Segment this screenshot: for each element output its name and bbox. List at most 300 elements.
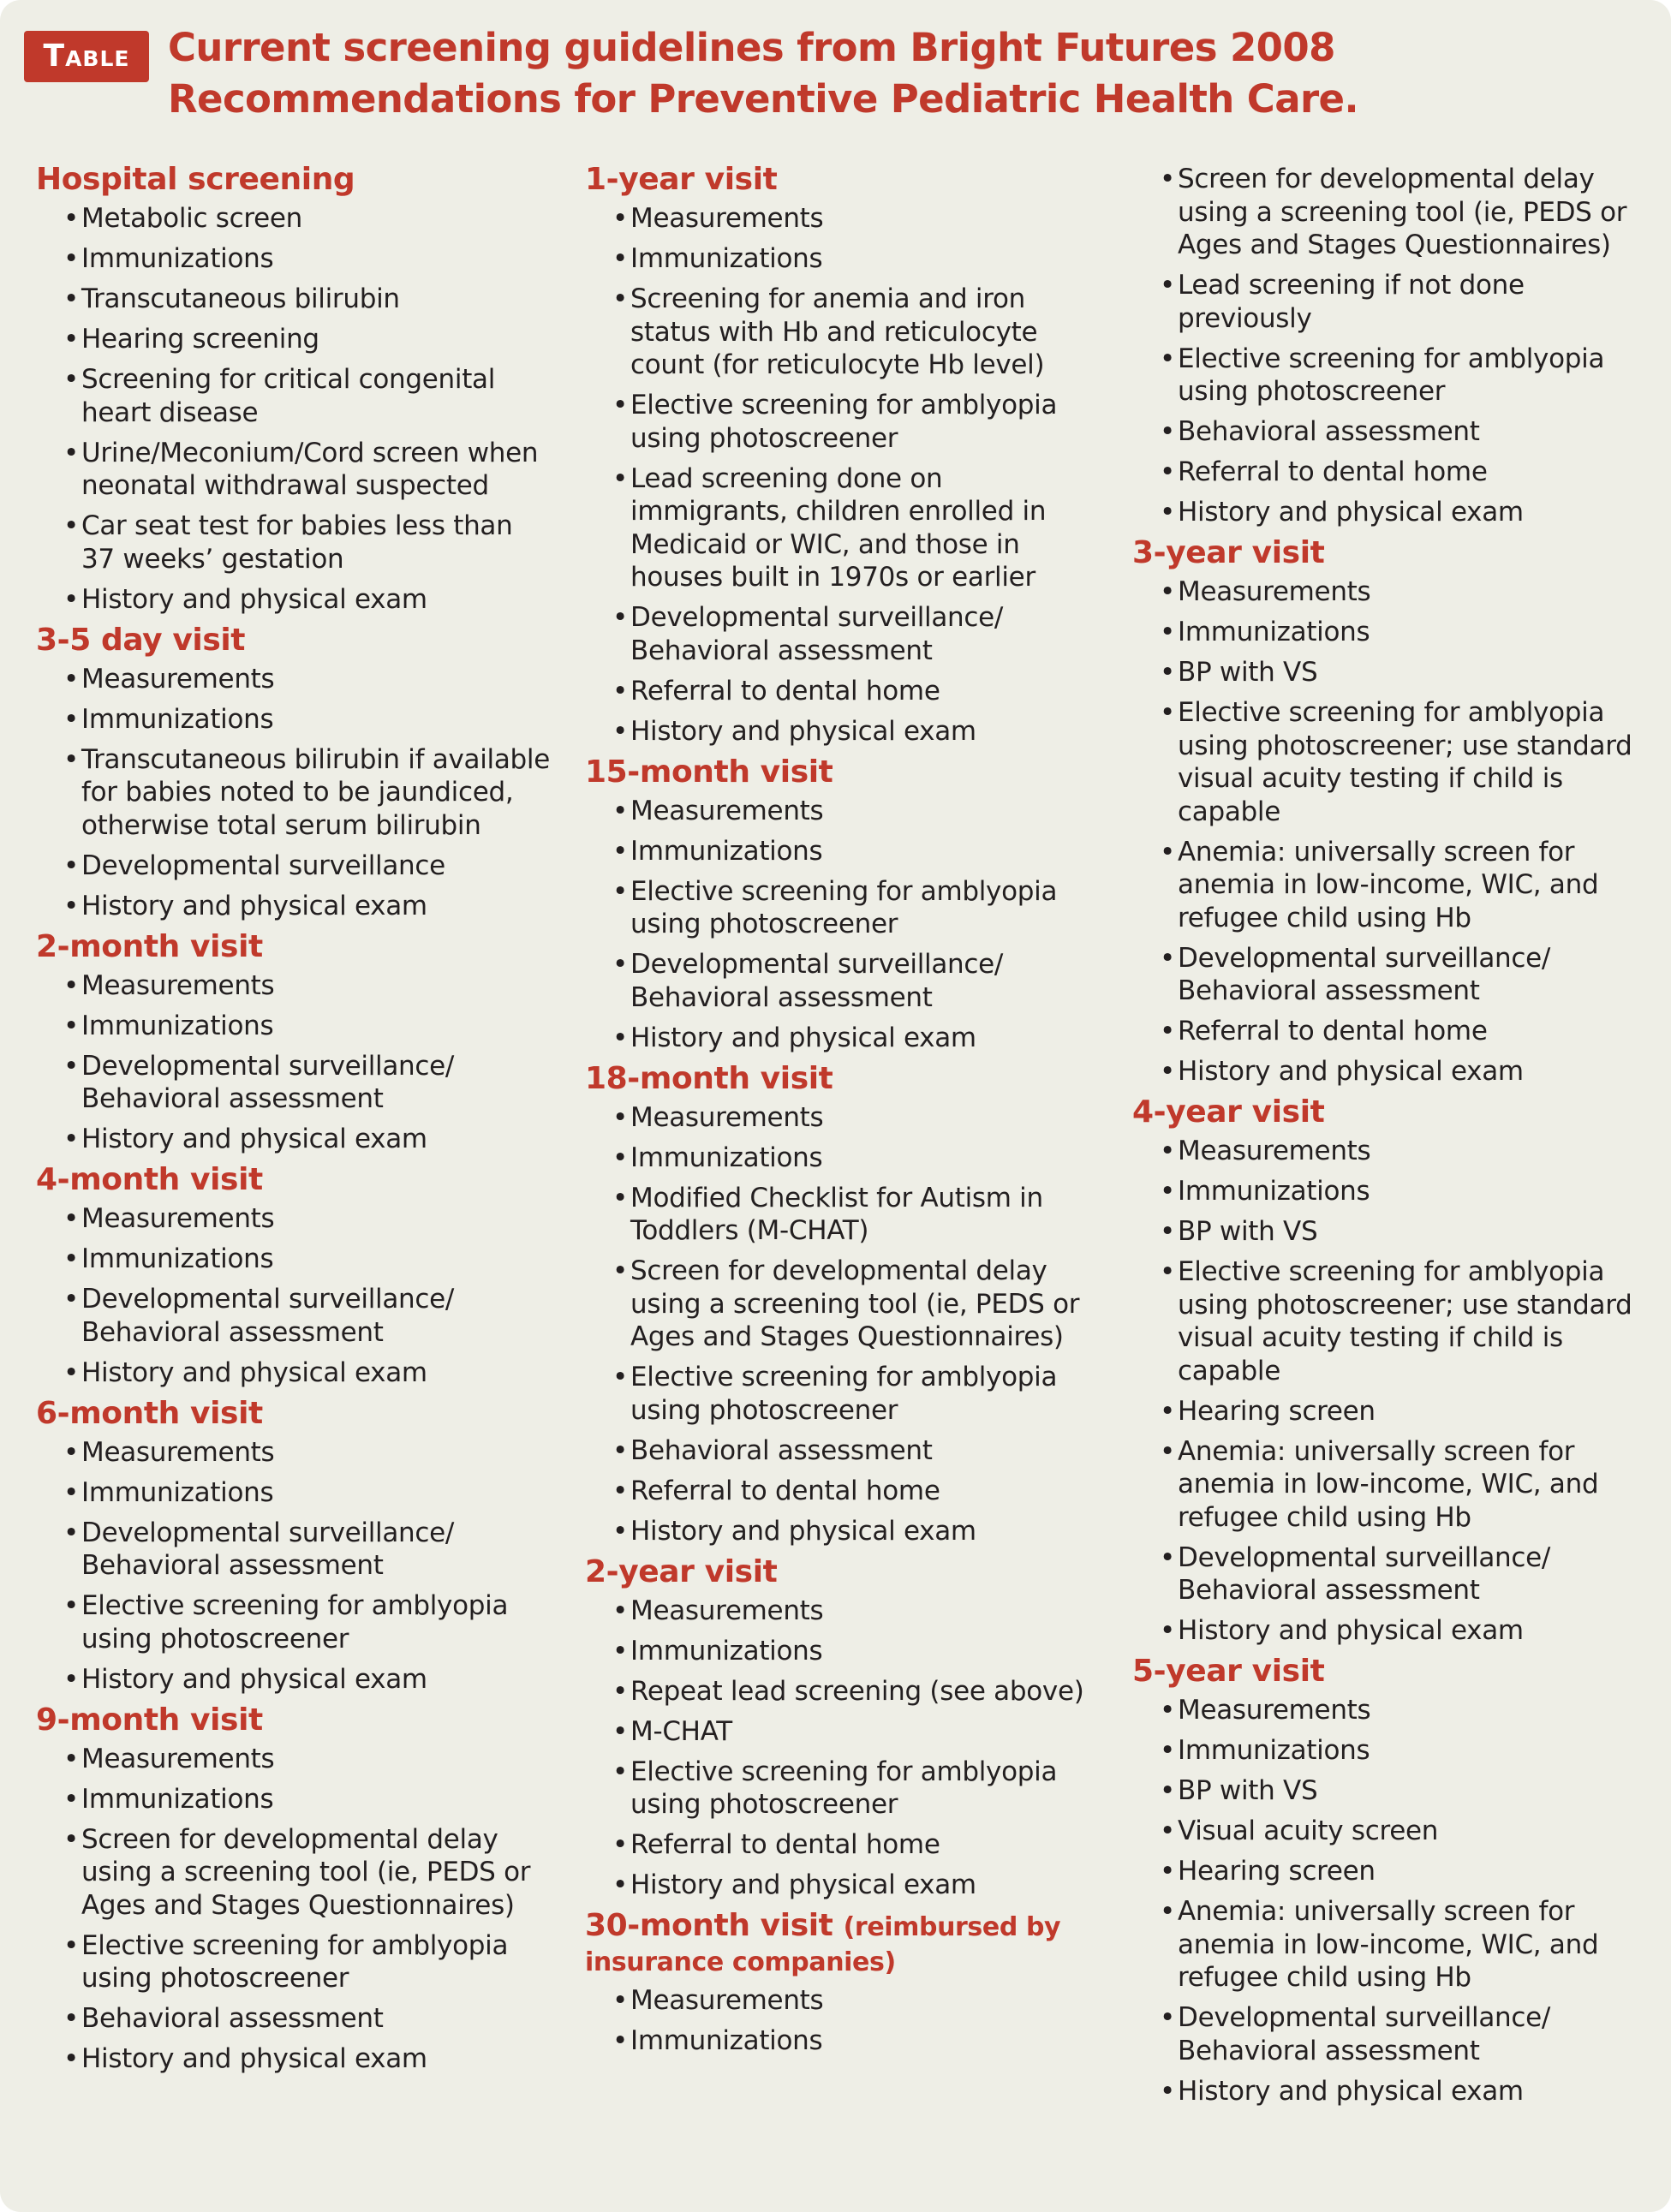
screening-item <box>1132 696 1655 828</box>
bullet-icon: • <box>1160 497 1175 528</box>
screening-item <box>585 1361 1099 1427</box>
screening-item <box>36 1783 550 1816</box>
section-title <box>585 1062 1099 1096</box>
screening-item <box>1132 1541 1655 1607</box>
visit-section <box>1132 1655 1655 2108</box>
bullet-icon: • <box>612 1715 628 1747</box>
screening-item-text: Referral to dental home <box>630 1475 940 1506</box>
screening-item-text: History and physical exam <box>81 583 427 615</box>
section-title <box>585 755 1099 790</box>
bullet-icon: • <box>1160 270 1175 301</box>
screening-item-text: Measurements <box>630 1101 824 1133</box>
bullet-icon: • <box>612 835 628 867</box>
screening-item <box>1132 163 1655 262</box>
bullet-icon: • <box>1160 657 1175 688</box>
screening-item <box>36 1202 550 1236</box>
screening-list <box>1132 575 1655 1088</box>
screening-item <box>1132 1135 1655 1168</box>
screening-item-text: Visual acuity screen <box>1178 1816 1439 1846</box>
visit-section <box>36 163 550 616</box>
visit-section <box>585 1555 1099 1902</box>
screening-item <box>1132 1395 1655 1428</box>
screening-item <box>1132 1015 1655 1048</box>
visit-section <box>36 930 550 1156</box>
screening-item <box>36 1663 550 1696</box>
screening-item <box>585 1142 1099 1175</box>
screening-item <box>585 601 1099 667</box>
screening-item <box>1132 1734 1655 1768</box>
bullet-icon: • <box>63 2043 79 2074</box>
screening-item-text: Immunizations <box>81 703 274 735</box>
bullet-icon: • <box>63 663 79 695</box>
screening-item-text: History and physical exam <box>81 1663 427 1695</box>
screening-item-text: Immunizations <box>630 2025 823 2056</box>
section-title-text: 18-month visit <box>585 1060 833 1096</box>
bullet-icon: • <box>612 1182 628 1213</box>
section-title <box>1132 1095 1655 1130</box>
screening-item <box>36 1929 550 1995</box>
screening-item-text: Immunizations <box>81 243 274 274</box>
screening-list <box>585 202 1099 748</box>
screening-item-text: Immunizations <box>81 1476 274 1508</box>
screening-item <box>36 703 550 736</box>
screening-item-text: Elective screening for amblyopia using photoscreener <box>630 1362 1058 1426</box>
screening-list <box>36 1436 550 1696</box>
screening-item <box>585 1635 1099 1668</box>
screening-item <box>585 1756 1099 1821</box>
screening-item <box>585 1869 1099 1902</box>
screening-item <box>36 969 550 1003</box>
section-title-text: 3-year visit <box>1132 535 1325 570</box>
screening-item-text: History and physical exam <box>630 1515 976 1547</box>
table-title: Current screening guidelines from Bright Futures 2008 Recommendations for Preventive Pediatric Health Care. <box>168 25 1358 122</box>
visit-section <box>585 1062 1099 1548</box>
bullet-icon: • <box>63 1010 79 1041</box>
screening-item-text: Screen for developmental delay using a screening tool (ie, PEDS or Ages and Stages Questionnaires) <box>1178 164 1627 260</box>
screening-item <box>1132 1255 1655 1387</box>
section-title <box>36 1397 550 1431</box>
bullet-icon: • <box>612 390 628 420</box>
section-title-text: 4-month visit <box>36 1162 263 1197</box>
screening-item <box>36 283 550 316</box>
screening-item-text: Immunizations <box>630 1635 823 1666</box>
screening-item <box>1132 575 1655 609</box>
bullet-icon: • <box>1160 1735 1175 1766</box>
bullet-icon: • <box>612 2025 628 2056</box>
bullet-icon: • <box>612 715 628 747</box>
section-title <box>1132 536 1655 570</box>
screening-item <box>36 437 550 503</box>
bullet-icon: • <box>63 850 79 881</box>
screening-item-text: Measurements <box>81 1203 275 1234</box>
screening-item-text: Immunizations <box>1178 1735 1370 1766</box>
screening-item <box>1132 1815 1655 1848</box>
screening-item-text: Elective screening for amblyopia using photoscreener <box>630 875 1058 939</box>
screening-item <box>1132 1694 1655 1727</box>
screening-item <box>1132 2075 1655 2108</box>
bullet-icon: • <box>612 1869 628 1900</box>
screening-item <box>1132 415 1655 449</box>
screening-item <box>1132 269 1655 335</box>
screening-item-text: Developmental surveillance/ Behavioral assessment <box>630 949 1004 1013</box>
bullet-icon: • <box>612 1829 628 1860</box>
screening-item <box>36 1823 550 1923</box>
screening-item <box>585 202 1099 236</box>
screening-item-text: History and physical exam <box>81 1124 427 1154</box>
bullet-icon: • <box>63 583 79 615</box>
screening-list <box>36 1202 550 1389</box>
screening-item-text: Measurements <box>1178 1136 1371 1166</box>
screening-item <box>585 675 1099 708</box>
bullet-icon: • <box>612 949 628 980</box>
screening-item <box>1132 1435 1655 1535</box>
bullet-icon: • <box>1160 416 1175 447</box>
screening-item-text: Anemia: universally screen for anemia in low-income, WIC, and refugee child using Hb <box>1178 1896 1599 1993</box>
screening-item-text: History and physical exam <box>81 890 427 921</box>
screening-item <box>1132 456 1655 489</box>
screening-item <box>585 389 1099 455</box>
screening-item-text: Lead screening done on immigrants, children enrolled in Medicaid or WIC, and those in houses built in 1970s or earlier <box>630 462 1047 593</box>
screening-item-text: Immunizations <box>630 835 823 867</box>
bullet-icon: • <box>612 1142 628 1173</box>
screening-item <box>585 1984 1099 2018</box>
bullet-icon: • <box>63 437 79 468</box>
screening-item <box>1132 1614 1655 1648</box>
bullet-icon: • <box>1160 1775 1175 1806</box>
screening-item <box>36 1589 550 1655</box>
bullet-icon: • <box>1160 1136 1175 1166</box>
bullet-icon: • <box>612 675 628 707</box>
screening-item <box>36 1283 550 1349</box>
screening-item-text: Measurements <box>81 663 275 695</box>
screening-item <box>36 510 550 575</box>
screening-item-text: Developmental surveillance/ Behavioral assessment <box>1178 1541 1551 1606</box>
bullet-icon: • <box>612 243 628 274</box>
screening-item-text: Metabolic screen <box>81 203 302 234</box>
screening-item-text: Behavioral assessment <box>81 2003 384 2034</box>
screening-item-text: History and physical exam <box>630 1022 976 1053</box>
bullet-icon: • <box>63 283 79 314</box>
bullet-icon: • <box>63 203 79 234</box>
screening-item <box>36 1123 550 1156</box>
visit-section <box>585 1909 1099 2058</box>
section-title-text: 9-month visit <box>36 1702 263 1738</box>
bullet-icon: • <box>612 1362 628 1392</box>
screening-item-text: Developmental surveillance/ Behavioral assessment <box>630 602 1004 666</box>
section-title <box>36 623 550 658</box>
screening-list <box>36 663 550 923</box>
screening-item <box>1132 1855 1655 1888</box>
screening-item <box>585 1475 1099 1508</box>
screening-item-text: Immunizations <box>81 1783 274 1815</box>
screening-item <box>36 663 550 696</box>
screening-item <box>36 2002 550 2036</box>
screening-item-text: Immunizations <box>81 1243 274 1274</box>
screening-item <box>1132 1895 1655 1994</box>
screening-item <box>585 283 1099 382</box>
screening-item-text: Hearing screening <box>81 324 319 355</box>
bullet-icon: • <box>63 1356 79 1388</box>
screening-list <box>36 202 550 616</box>
section-title-text: 30-month visit <box>585 1908 833 1943</box>
visit-section <box>36 1703 550 2076</box>
screening-item-text: Measurements <box>81 1743 275 1774</box>
screening-item-text: Immunizations <box>1178 1176 1370 1207</box>
table-badge: Table <box>24 31 149 82</box>
bullet-icon: • <box>612 1675 628 1707</box>
screening-item-text: Measurements <box>1178 576 1371 607</box>
section-title <box>585 1555 1099 1589</box>
bullet-icon: • <box>612 1434 628 1466</box>
screening-item-text: Screening for anemia and iron status with Hb and reticulocyte count (for reticulocyte Hb level) <box>630 283 1045 380</box>
bullet-icon: • <box>1160 1016 1175 1046</box>
bullet-icon: • <box>1160 1695 1175 1726</box>
bullet-icon: • <box>63 969 79 1001</box>
bullet-icon: • <box>1160 1896 1175 1927</box>
bullet-icon: • <box>1160 1856 1175 1887</box>
bullet-icon: • <box>63 324 79 355</box>
bullet-icon: • <box>63 243 79 274</box>
section-title <box>1132 1655 1655 1689</box>
visit-section <box>585 755 1099 1055</box>
screening-item-text: Elective screening for amblyopia using photoscreener <box>630 390 1058 454</box>
screening-item <box>36 202 550 236</box>
section-title <box>585 1909 1099 1979</box>
section-title-text: 2-year visit <box>585 1553 778 1589</box>
bullet-icon: • <box>1160 1395 1175 1427</box>
screening-item-text: Elective screening for amblyopia using photoscreener <box>81 1929 509 1994</box>
screening-item-text: Immunizations <box>630 1142 823 1173</box>
bullet-icon: • <box>1160 697 1175 728</box>
bullet-icon: • <box>63 1050 79 1082</box>
screening-item-text: Elective screening for amblyopia using photoscreener; use standard visual acuity testing if child is capable <box>1178 1256 1632 1386</box>
bullet-icon: • <box>612 1101 628 1133</box>
screening-item <box>585 1434 1099 1468</box>
screening-item <box>36 890 550 923</box>
bullet-icon: • <box>1160 456 1175 487</box>
bullet-icon: • <box>1160 1216 1175 1247</box>
screening-item <box>585 948 1099 1014</box>
bullet-icon: • <box>63 1284 79 1315</box>
bullet-icon: • <box>1160 1435 1175 1467</box>
bullet-icon: • <box>612 203 628 234</box>
bullet-icon: • <box>612 1022 628 1053</box>
screening-item <box>36 850 550 883</box>
screening-item <box>36 1436 550 1470</box>
screening-item-text: Referral to dental home <box>1178 1016 1488 1046</box>
screening-item <box>1132 836 1655 935</box>
screening-item <box>1132 1215 1655 1249</box>
screening-item <box>585 1255 1099 1354</box>
bullet-icon: • <box>612 462 628 494</box>
screening-list <box>1132 1694 1655 2108</box>
screening-item-text: Immunizations <box>81 1010 274 1041</box>
screening-item <box>36 2042 550 2076</box>
bullet-icon: • <box>1160 164 1175 194</box>
visit-section <box>36 623 550 923</box>
screening-item <box>36 1010 550 1043</box>
screening-item-text: History and physical exam <box>1178 497 1524 528</box>
screening-item-text: Measurements <box>630 795 824 826</box>
screening-item-text: History and physical exam <box>81 2043 427 2074</box>
bullet-icon: • <box>63 1436 79 1468</box>
bullet-icon: • <box>63 890 79 921</box>
bullet-icon: • <box>1160 1816 1175 1846</box>
section-title-text: 5-year visit <box>1132 1654 1325 1689</box>
screening-item-text: History and physical exam <box>1178 1056 1524 1087</box>
screening-item-text: Modified Checklist for Autism in Toddlers (M-CHAT) <box>630 1182 1043 1246</box>
column-2 <box>585 163 1099 2065</box>
screening-item <box>36 1476 550 1510</box>
screening-item <box>36 242 550 276</box>
screening-item-text: Elective screening for amblyopia using photoscreener <box>1178 343 1605 407</box>
bullet-icon: • <box>612 1756 628 1787</box>
bullet-icon: • <box>63 510 79 541</box>
section-title-text: 4-year visit <box>1132 1094 1325 1130</box>
screening-item-text: Hearing screen <box>1178 1856 1376 1887</box>
screening-item <box>585 875 1099 941</box>
bullet-icon: • <box>1160 1615 1175 1646</box>
bullet-icon: • <box>612 602 628 633</box>
screening-item <box>1132 1175 1655 1208</box>
bullet-icon: • <box>63 1929 79 1961</box>
screening-item <box>36 1050 550 1116</box>
bullet-icon: • <box>63 1663 79 1695</box>
screening-item-text: Measurements <box>1178 1695 1371 1726</box>
visit-section-continued <box>1132 163 1655 529</box>
bullet-icon: • <box>63 364 79 395</box>
bullet-icon: • <box>612 1635 628 1666</box>
bullet-icon: • <box>612 1985 628 2016</box>
bullet-icon: • <box>63 1783 79 1815</box>
screening-item-text: Transcutaneous bilirubin if available for babies noted to be jaundiced, otherwise total serum bilirubin <box>81 743 551 841</box>
screening-item <box>36 1243 550 1276</box>
screening-item-text: Lead screening if not done previously <box>1178 270 1525 334</box>
screening-item-text: Elective screening for amblyopia using photoscreener; use standard visual acuity testing if child is capable <box>1178 697 1632 827</box>
bullet-icon: • <box>1160 2075 1175 2107</box>
screening-item-text: Car seat test for babies less than 37 weeks’ gestation <box>81 510 513 575</box>
screening-item-text: Screen for developmental delay using a screening tool (ie, PEDS or Ages and Stages Questionnaires) <box>630 1255 1080 1352</box>
section-title-text: Hospital screening <box>36 162 355 197</box>
bullet-icon: • <box>1160 1176 1175 1207</box>
screening-item-text: Developmental surveillance <box>81 850 445 881</box>
table-header <box>24 22 1651 134</box>
section-title-text: 1-year visit <box>585 162 778 197</box>
screening-item-text: Referral to dental home <box>630 675 940 707</box>
screening-item <box>585 1828 1099 1862</box>
screening-item-text: Elective screening for amblyopia using photoscreener <box>630 1756 1058 1820</box>
screening-item-text: Developmental surveillance/ Behavioral assessment <box>81 1050 455 1114</box>
screening-list <box>1132 1135 1655 1648</box>
screening-list <box>1132 163 1655 529</box>
screening-item <box>585 795 1099 828</box>
screening-item <box>36 323 550 356</box>
bullet-icon: • <box>63 743 79 775</box>
screening-item-text: Measurements <box>630 1985 824 2016</box>
screening-item <box>1132 2001 1655 2067</box>
section-title <box>36 930 550 964</box>
screening-item <box>1132 1774 1655 1808</box>
bullet-icon: • <box>63 2003 79 2034</box>
bullet-icon: • <box>63 1590 79 1621</box>
bullet-icon: • <box>1160 1541 1175 1573</box>
screening-item-text: History and physical exam <box>81 1356 427 1388</box>
screening-item-text: Referral to dental home <box>1178 456 1488 487</box>
bullet-icon: • <box>612 795 628 826</box>
section-title <box>36 1163 550 1197</box>
screening-item-text: Screening for critical congenital heart disease <box>81 364 496 428</box>
column-1 <box>36 163 550 2083</box>
screening-item <box>36 743 550 843</box>
screening-item-text: Developmental surveillance/ Behavioral assessment <box>81 1284 455 1348</box>
screening-item <box>1132 656 1655 689</box>
section-title-text: 2-month visit <box>36 928 263 964</box>
section-title-text: 15-month visit <box>585 754 833 790</box>
section-title-text: 6-month visit <box>36 1395 263 1431</box>
screening-item <box>585 1515 1099 1548</box>
visit-section <box>36 1163 550 1389</box>
visit-section <box>1132 536 1655 1088</box>
screening-item <box>585 1182 1099 1248</box>
screening-list <box>36 1743 550 2076</box>
bullet-icon: • <box>63 1476 79 1508</box>
screening-item-text: History and physical exam <box>630 715 976 747</box>
screening-item-text: Measurements <box>81 1436 275 1468</box>
screening-item-text: Anemia: universally screen for anemia in low-income, WIC, and refugee child using Hb <box>1178 836 1599 933</box>
bullet-icon: • <box>1160 1256 1175 1287</box>
screening-item <box>36 1743 550 1776</box>
bullet-icon: • <box>1160 343 1175 374</box>
visit-section <box>36 1397 550 1696</box>
screening-item <box>585 1101 1099 1135</box>
bullet-icon: • <box>1160 2002 1175 2033</box>
screening-item-text: M-CHAT <box>630 1715 732 1747</box>
screening-item <box>585 1675 1099 1708</box>
screening-item <box>585 1022 1099 1055</box>
screening-item-text: Measurements <box>81 969 275 1001</box>
screening-list <box>585 795 1099 1055</box>
screening-list <box>585 1101 1099 1548</box>
bullet-icon: • <box>63 1743 79 1774</box>
bullet-icon: • <box>63 1823 79 1855</box>
bullet-icon: • <box>612 1475 628 1506</box>
screening-item <box>36 363 550 429</box>
screening-item-text: Behavioral assessment <box>1178 416 1480 447</box>
screening-item-text: Anemia: universally screen for anemia in low-income, WIC, and refugee child using Hb <box>1178 1435 1599 1533</box>
bullet-icon: • <box>612 283 628 314</box>
screening-item <box>1132 942 1655 1008</box>
screening-item-text: BP with VS <box>1178 1216 1318 1247</box>
screening-item <box>1132 343 1655 408</box>
screening-item-text: Screen for developmental delay using a screening tool (ie, PEDS or Ages and Stages Questionnaires) <box>81 1823 531 1921</box>
bullet-icon: • <box>1160 836 1175 868</box>
screening-item <box>1132 1055 1655 1088</box>
screening-list <box>585 1984 1099 2058</box>
screening-item-text: Immunizations <box>630 243 823 274</box>
screening-item-text: Transcutaneous bilirubin <box>81 283 400 314</box>
section-title <box>585 163 1099 197</box>
screening-item-text: Developmental surveillance/ Behavioral assessment <box>1178 2002 1551 2066</box>
bullet-icon: • <box>63 1124 79 1154</box>
column-3 <box>1132 163 1655 2115</box>
screening-item-text: Referral to dental home <box>630 1829 940 1860</box>
bullet-icon: • <box>63 703 79 735</box>
screening-list <box>36 969 550 1156</box>
section-title <box>36 163 550 197</box>
bullet-icon: • <box>612 1255 628 1286</box>
screening-item-text: Repeat lead screening (see above) <box>630 1675 1084 1707</box>
screening-item-text: Developmental surveillance/ Behavioral assessment <box>81 1517 455 1581</box>
